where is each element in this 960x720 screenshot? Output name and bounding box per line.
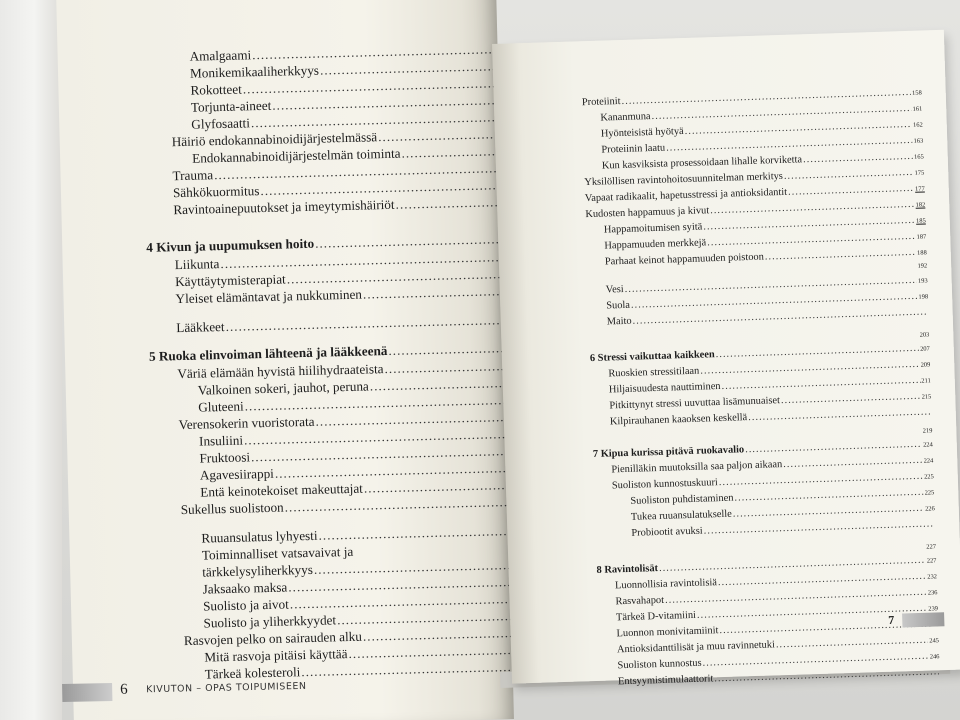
toc-entry: Endokannabinoidijärjestelmän toiminta ..... xyxy=(192,142,542,167)
toc-entry: Parhaat keinot happamuuden poistoon ..... 188 xyxy=(605,246,927,267)
toc-chapter: 6 Stressi vaikuttaa kaikkeen ..... 207 xyxy=(590,342,930,364)
toc-entry: Liikunta ..... xyxy=(175,248,545,273)
toc-entry: Käyttäytymisterapiat ..... xyxy=(175,265,545,290)
toc-entry: Suoliston kunnostus ..... 246 xyxy=(617,650,939,671)
footer-bar xyxy=(902,612,944,627)
toc-entry: Happamoitumisen syitä ..... 185 xyxy=(604,214,926,235)
toc-entry: Pitkittynyt stressi uuvuttaa lisämunuaiset ..... 215 xyxy=(609,390,931,411)
toc-entry: Sähkökuormitus ..... xyxy=(173,176,543,201)
toc-entry: Monikemikaaliherkkyys ..... xyxy=(190,57,540,82)
toc-entry: Yksilöllisen ravintohoitosuunnitelman merkitys ..... 175 xyxy=(584,166,924,188)
toc-entry: Lääkkeet ..... xyxy=(176,311,546,336)
toc-entry: Happamuuden merkkejä ..... 187 xyxy=(604,230,926,251)
toc-entry: Maito ..... xyxy=(607,306,929,327)
toc-entry: Probiootit avuksi ..... xyxy=(631,518,935,539)
toc-entry: Rasvahapot ..... 236 xyxy=(615,586,937,607)
toc-entry: Tukea ruuansulatukselle ..... 226 xyxy=(631,502,935,523)
toc-entry: Glyfosaatti ..... xyxy=(191,108,541,133)
toc-entry: Suoliston puhdistaminen ..... 225 xyxy=(630,486,934,507)
toc-entry: Suolisto ja yliherkkyydet ..... xyxy=(203,607,553,632)
toc-entry: Väriä elämään hyvistä hiilihydraateista ..... xyxy=(177,357,547,382)
toc-entry: 219 xyxy=(922,427,933,435)
toc-entry: 192 xyxy=(917,262,928,270)
toc-entry: Pienilläkin muutoksilla saa paljon aikaan ..... 224 xyxy=(611,454,933,475)
toc-chapter: 4 Kivun ja uupumuksen hoito ..... xyxy=(146,230,544,256)
toc-entry: tärkkelysyliherkkyys ..... xyxy=(202,556,552,581)
toc-entry: Hiljaisuudesta nauttiminen ..... 211 xyxy=(609,374,931,395)
toc-entry: Tärkeä D-vitamiini ..... 239 xyxy=(616,602,938,623)
toc-entry: Entsyymistimulaattorit ..... xyxy=(618,666,940,687)
toc-entry: Amalgaami ..... xyxy=(189,40,539,65)
toc-entry: Suoliston kunnostuskuuri ..... 225 xyxy=(612,470,934,491)
toc-entry: Rasvojen pelko on sairauden alku ..... xyxy=(184,624,554,649)
toc-entry: Ruuansulatus lyhyesti ..... xyxy=(201,522,551,547)
toc-entry: Tärkeä kolesteroli ..... xyxy=(205,658,555,683)
page-number: 6 xyxy=(120,681,128,698)
toc-chapter: 7 Kipua kurissa pitävä ruokavalio ..... 224 xyxy=(593,438,933,460)
toc-entry: Ruoskien stressitilaan ..... 209 xyxy=(608,358,930,379)
toc-entry: Proteiinin laatu ..... 163 xyxy=(601,135,923,156)
toc-entry: Hyönteisistä hyötyä ..... 162 xyxy=(601,119,923,140)
toc-entry: Häiriö endokannabinoidijärjestelmässä ..... xyxy=(172,125,542,150)
toc-entry: Torjunta-aineet ..... xyxy=(191,91,541,116)
toc-entry: Sukellus suolistoon ..... xyxy=(181,493,551,518)
toc-entry: Verensokerin vuoristorata ..... xyxy=(178,408,548,433)
right-page xyxy=(492,30,960,688)
toc-entry: Gluteeni ..... xyxy=(198,391,548,416)
toc-entry: Luonnon monivitamiinit ..... xyxy=(616,618,938,639)
toc-entry: Kudosten happamuus ja kivut ..... 182 xyxy=(585,198,925,220)
toc-entry: Antioksidanttilisät ja muu ravinnetuki ..... 245 xyxy=(617,634,939,655)
toc-entry: Yleiset elämäntavat ja nukkuminen ..... xyxy=(175,282,545,307)
toc-entry: 203 xyxy=(919,331,930,339)
toc-entry: Rokotteet ..... xyxy=(190,74,540,99)
toc-entry: Ravintoainepuutokset ja imeytymishäiriöt ..... xyxy=(173,193,543,218)
toc-chapter: 8 Ravintolisät ..... 227 xyxy=(596,554,936,576)
toc-chapter: 5 Ruoka elinvoiman lähteenä ja lääkkeenä ..... xyxy=(149,339,547,365)
toc-entry: Agavesiirappi ..... xyxy=(200,459,550,484)
toc-entry: Kilpirauhanen kaaoksen keskellä ..... xyxy=(610,406,932,427)
toc-entry: Vapaat radikaalit, hapetusstressi ja antioksidantit ..... 177 xyxy=(585,182,925,204)
toc-entry: Fruktoosi ..... xyxy=(199,442,549,467)
toc-entry: Mitä rasvoja pitäisi käyttää ..... xyxy=(204,641,554,666)
toc-entry: Kananmuna ..... 161 xyxy=(600,103,922,124)
toc-entry: Insuliini ..... xyxy=(199,425,549,450)
toc-entry: Valkoinen sokeri, jauhot, peruna ..... xyxy=(198,374,548,399)
toc-entry: Luonnollisia ravintolisiä ..... 232 xyxy=(615,570,937,591)
footer-bar xyxy=(62,683,112,702)
running-title: KIVUTON – OPAS TOIPUMISEEN xyxy=(146,680,307,696)
toc-entry: Vesi ..... 193 xyxy=(606,274,928,295)
toc-entry: Toiminnalliset vatsavaivat ja xyxy=(201,543,354,563)
page-number: 7 xyxy=(888,612,895,627)
toc-entry: Suolisto ja aivot ..... xyxy=(203,590,553,615)
toc-entry: Suola ..... 198 xyxy=(606,290,928,311)
toc-entry: 227 xyxy=(926,543,937,551)
toc-entry: Jaksaako maksa ..... xyxy=(202,573,552,598)
book-cover-edge xyxy=(0,0,62,720)
left-page xyxy=(56,0,514,720)
right-page-footer xyxy=(888,610,949,632)
toc-entry: Proteiinit ..... 158 xyxy=(582,87,922,109)
toc-entry: Kun kasviksista prosessoidaan lihalle korviketta ..... 165 xyxy=(602,150,924,171)
toc-entry: Trauma ..... xyxy=(172,159,542,184)
toc-entry: Entä keinotekoiset makeuttajat ..... xyxy=(200,476,550,501)
